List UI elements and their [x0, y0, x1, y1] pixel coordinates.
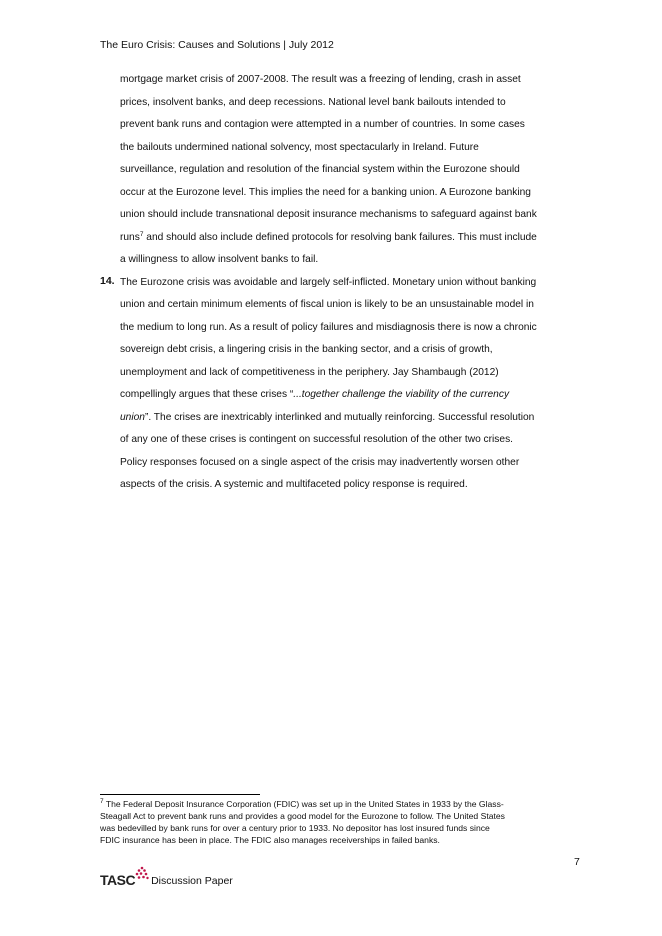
tasc-logo-text: TASC [100, 872, 136, 888]
footnote [100, 798, 590, 846]
text-line: sovereign debt crisis, a lingering crisis in the banking sector, and a crisis of growth, [120, 344, 493, 355]
page-number: 7 [574, 856, 580, 868]
footnote-line: Steagall Act to prevent bank runs and provides a good model for the Eurozone to follow. The United States [100, 811, 505, 821]
footer-label: Discussion Paper [151, 875, 233, 887]
footnote-ref[interactable]: 7 [139, 230, 144, 238]
text-line: mortgage market crisis of 2007-2008. The result was a freezing of lending, crash in asset [120, 74, 521, 85]
quote: union [120, 411, 145, 423]
tasc-logo-icon [135, 866, 149, 880]
text-line: The Eurozone crisis was avoidable and largely self-inflicted. Monetary union without banking [120, 276, 537, 288]
text: The Federal Deposit Insurance Corporation (FDIC) was set up in the United States in 1933 by the Glass- [103, 799, 504, 809]
text-line: aspects of the crisis. A systemic and multifaceted policy response is required. [120, 479, 468, 490]
text-line: union and certain minimum elements of fiscal union is likely to be an unsustainable model in [120, 299, 534, 310]
footnote-line: was bedevilled by bank runs for over a century prior to 1933. No depositor has lost insured funds since [100, 823, 490, 833]
running-header: The Euro Crisis: Causes and Solutions | July 2012 [100, 39, 334, 51]
text-line: occur at the Eurozone level. This implies the need for a banking union. A Eurozone banking [120, 186, 531, 198]
text-line: the bailouts undermined national solvency, most spectacularly in Ireland. Future [120, 141, 479, 153]
list-item-14 [100, 274, 590, 500]
text-line [120, 410, 590, 433]
text: and should also include defined protocols for resolving bank failures. This must include [143, 231, 537, 243]
text-line: of any one of these crises is contingent on successful resolution of the other two crises. [120, 434, 513, 445]
body-text [100, 72, 590, 500]
text-line: unemployment and lack of competitiveness in the periphery. Jay Shambaugh (2012) [120, 366, 499, 378]
list-number: 14. [100, 274, 115, 287]
text: runs [120, 231, 140, 243]
text-line: a willingness to allow insolvent banks to fail. [120, 254, 319, 265]
text-line: prices, insolvent banks, and deep recessions. National level bank bailouts intended to [120, 96, 506, 108]
text-line [120, 230, 590, 253]
text-line [120, 387, 590, 410]
quote: ...together challenge the viability of the currency [293, 389, 510, 400]
footnote-mark: 7 [100, 798, 104, 805]
footnote-line [100, 798, 590, 810]
footer-logo [100, 872, 233, 888]
text-line: the medium to long run. As a result of policy failures and misdiagnosis there is now a chronic [120, 321, 537, 333]
text-line: Policy responses focused on a single aspect of the crisis may inadvertently worsen other [120, 456, 520, 468]
text: ”. The crises are inextricably interlinked and mutually reinforcing. Successful resolution [144, 411, 535, 423]
text-line: prevent bank runs and contagion were attempted in a number of countries. In some cases [120, 119, 525, 130]
footnote-line: FDIC insurance has been in place. The FDIC also manages receiverships in failed banks. [100, 835, 440, 845]
text: compellingly argues that these crises “ [120, 389, 294, 400]
text-line: surveillance, regulation and resolution of the financial system within the Eurozone should [120, 164, 520, 175]
text-line: union should include transnational deposit insurance mechanisms to safeguard against bank [120, 209, 537, 220]
footnote-separator [100, 794, 260, 795]
